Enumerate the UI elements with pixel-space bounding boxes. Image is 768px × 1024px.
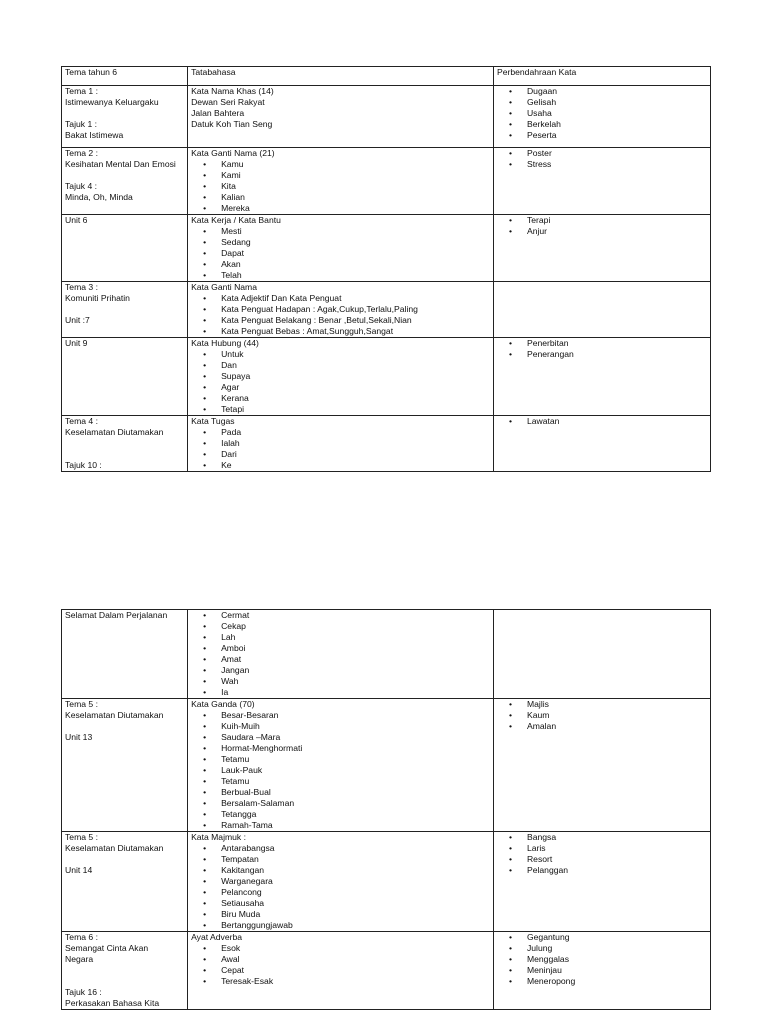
table-row xyxy=(62,148,711,215)
theme-cell xyxy=(62,215,188,282)
list-item: • Laris xyxy=(509,843,707,854)
theme-cell xyxy=(62,699,188,832)
list-item: • Penerangan xyxy=(509,349,707,360)
grammar-text: Kata Tugas xyxy=(191,416,235,426)
list-item: • Lah xyxy=(203,632,490,643)
list-item: • Ramah-Tama xyxy=(203,820,490,831)
theme-cell xyxy=(62,610,188,699)
theme-text: Perkasakan Bahasa Kita xyxy=(65,998,160,1008)
list-item: • Ialah xyxy=(203,438,490,449)
list-item: • Usaha xyxy=(509,108,707,119)
list-item: • Kata Penguat Belakang : Benar ,Betul,Sekali,Nian xyxy=(203,315,490,326)
list-item: • Untuk xyxy=(203,349,490,360)
list-item: • Lawatan xyxy=(509,416,707,427)
list-item: • Awal xyxy=(203,954,490,965)
header-perbendaharaan-kata: Perbendahraan Kata xyxy=(493,67,710,86)
list-item: • Amalan xyxy=(509,721,707,732)
list-item: • Kamu xyxy=(203,159,490,170)
spacer xyxy=(65,170,184,181)
theme-text: Tajuk 10 : xyxy=(65,460,102,470)
theme-text: Semangat Cinta Akan xyxy=(65,943,149,953)
grammar-cell xyxy=(188,932,494,1010)
vocabulary-bullet-list xyxy=(497,932,707,987)
list-item: • Meneropong xyxy=(509,976,707,987)
theme-cell xyxy=(62,416,188,472)
grammar-cell xyxy=(188,610,494,699)
list-item: • Wah xyxy=(203,676,490,687)
list-item: • Dugaan xyxy=(509,86,707,97)
theme-text: Unit 9 xyxy=(65,338,88,348)
list-item: • Meninjau xyxy=(509,965,707,976)
grammar-bullet-list xyxy=(191,610,490,698)
theme-cell xyxy=(62,86,188,148)
grammar-text: Kata Ganda (70) xyxy=(191,699,255,709)
list-item: • Amboi xyxy=(203,643,490,654)
vocabulary-bullet-list xyxy=(497,832,707,876)
vocabulary-bullet-list xyxy=(497,148,707,170)
list-item: • Gelisah xyxy=(509,97,707,108)
list-item: • Saudara –Mara xyxy=(203,732,490,743)
list-item: • Julung xyxy=(509,943,707,954)
list-item: • Penerbitan xyxy=(509,338,707,349)
theme-text: Kesihatan Mental Dan Emosi xyxy=(65,159,176,169)
vocabulary-cell xyxy=(493,148,710,215)
list-item: • Kaum xyxy=(509,710,707,721)
table-row xyxy=(62,86,711,148)
spacer xyxy=(65,854,184,865)
list-item: • Pada xyxy=(203,427,490,438)
theme-text: Komuniti Prihatin xyxy=(65,293,130,303)
list-item: • Bersalam-Salaman xyxy=(203,798,490,809)
list-item: • Akan xyxy=(203,259,490,270)
vocabulary-cell xyxy=(493,932,710,1010)
vocabulary-cell xyxy=(493,338,710,416)
list-item: • Kuih-Muih xyxy=(203,721,490,732)
grammar-cell xyxy=(188,416,494,472)
theme-text: Keselamatan Diutamakan xyxy=(65,427,164,437)
grammar-cell xyxy=(188,338,494,416)
theme-text: Tema 2 : xyxy=(65,148,98,158)
list-item: • Supaya xyxy=(203,371,490,382)
vocabulary-cell xyxy=(493,699,710,832)
list-item: • Kata Penguat Bebas : Amat,Sungguh,Sangat xyxy=(203,326,490,337)
table-row xyxy=(62,282,711,338)
list-item: • Sedang xyxy=(203,237,490,248)
theme-cell xyxy=(62,282,188,338)
list-item: • Mesti xyxy=(203,226,490,237)
grammar-cell xyxy=(188,215,494,282)
theme-cell xyxy=(62,932,188,1010)
list-item: • Teresak-Esak xyxy=(203,976,490,987)
list-item: • Kerana xyxy=(203,393,490,404)
theme-text: Selamat Dalam Perjalanan xyxy=(65,610,168,620)
theme-text: Tema 5 : xyxy=(65,699,98,709)
list-item: • Mereka xyxy=(203,203,490,214)
list-item: • Gegantung xyxy=(509,932,707,943)
theme-text: Unit 6 xyxy=(65,215,88,225)
vocabulary-bullet-list xyxy=(497,338,707,360)
list-item: • Tempatan xyxy=(203,854,490,865)
theme-text: Tajuk 1 : xyxy=(65,119,98,129)
theme-text: Unit 14 xyxy=(65,865,93,875)
vocabulary-bullet-list xyxy=(497,416,707,427)
list-item: • Dapat xyxy=(203,248,490,259)
grammar-bullet-list xyxy=(191,943,490,987)
list-item: • Menggalas xyxy=(509,954,707,965)
list-item: • Ke xyxy=(203,460,490,471)
grammar-text: Kata Ganti Nama (21) xyxy=(191,148,275,158)
list-item: • Esok xyxy=(203,943,490,954)
grammar-cell xyxy=(188,86,494,148)
list-item: • Anjur xyxy=(509,226,707,237)
list-item: • Berbual-Bual xyxy=(203,787,490,798)
list-item: • Hormat-Menghormati xyxy=(203,743,490,754)
table-row xyxy=(62,610,711,699)
theme-text: Tajuk 16 : xyxy=(65,987,102,997)
table-header-row xyxy=(62,67,711,86)
list-item: • Terapi xyxy=(509,215,707,226)
list-item: • Kakitangan xyxy=(203,865,490,876)
list-item: • Kami xyxy=(203,170,490,181)
theme-text: Unit :7 xyxy=(65,315,90,325)
vocabulary-bullet-list xyxy=(497,699,707,732)
theme-text: Istimewanya Keluargaku xyxy=(65,97,159,107)
grammar-bullet-list xyxy=(191,843,490,931)
list-item: • Kalian xyxy=(203,192,490,203)
list-item: • Agar xyxy=(203,382,490,393)
theme-text: Tema 4 : xyxy=(65,416,98,426)
grammar-text: Kata Nama Khas (14) xyxy=(191,86,274,96)
grammar-text: Datuk Koh Tian Seng xyxy=(191,119,273,129)
spacer xyxy=(65,438,184,449)
list-item: • Tetamu xyxy=(203,776,490,787)
grammar-bullet-list xyxy=(191,226,490,281)
vocabulary-bullet-list xyxy=(497,86,707,141)
grammar-bullet-list xyxy=(191,293,490,337)
list-item: • Biru Muda xyxy=(203,909,490,920)
grammar-text: Ayat Adverba xyxy=(191,932,243,942)
list-item: • Majlis xyxy=(509,699,707,710)
list-item: • Pelanggan xyxy=(509,865,707,876)
grammar-text: Kata Majmuk : xyxy=(191,832,247,842)
grammar-bullet-list xyxy=(191,427,490,471)
theme-text: Bakat Istimewa xyxy=(65,130,124,140)
list-item: • Cepat xyxy=(203,965,490,976)
list-item: • Antarabangsa xyxy=(203,843,490,854)
spacer xyxy=(65,449,184,460)
theme-text: Tajuk 4 : xyxy=(65,181,98,191)
table-row xyxy=(62,932,711,1010)
list-item: • Cermat xyxy=(203,610,490,621)
grammar-text: Dewan Seri Rakyat xyxy=(191,97,265,107)
syllabus-table-page1 xyxy=(61,66,711,472)
list-item: • Dan xyxy=(203,360,490,371)
theme-cell xyxy=(62,338,188,416)
table-row xyxy=(62,699,711,832)
grammar-text: Kata Ganti Nama xyxy=(191,282,257,292)
theme-text: Tema 5 : xyxy=(65,832,98,842)
list-item: • Dari xyxy=(203,449,490,460)
list-item: • Bertanggungjawab xyxy=(203,920,490,931)
vocabulary-cell xyxy=(493,610,710,699)
list-item: • Peserta xyxy=(509,130,707,141)
vocabulary-cell xyxy=(493,86,710,148)
list-item: • Jangan xyxy=(203,665,490,676)
theme-text: Minda, Oh, Minda xyxy=(65,192,133,202)
list-item: • Tetapi xyxy=(203,404,490,415)
spacer xyxy=(65,108,184,119)
list-item: • Ia xyxy=(203,687,490,698)
table-row xyxy=(62,215,711,282)
list-item: • Bangsa xyxy=(509,832,707,843)
list-item: • Tetamu xyxy=(203,754,490,765)
list-item: • Pelancong xyxy=(203,887,490,898)
theme-text: Tema 6 : xyxy=(65,932,98,942)
list-item: • Kata Penguat Hadapan : Agak,Cukup,Terlalu,Paling xyxy=(203,304,490,315)
grammar-text: Kata Hubung (44) xyxy=(191,338,259,348)
spacer xyxy=(65,965,184,976)
theme-text: Keselamatan Diutamakan xyxy=(65,843,164,853)
theme-text: Tema 3 : xyxy=(65,282,98,292)
grammar-bullet-list xyxy=(191,159,490,214)
theme-text: Keselamatan Diutamakan xyxy=(65,710,164,720)
syllabus-table-page2 xyxy=(61,609,711,1010)
list-item: • Amat xyxy=(203,654,490,665)
spacer xyxy=(65,304,184,315)
vocabulary-cell xyxy=(493,282,710,338)
spacer xyxy=(65,976,184,987)
vocabulary-cell xyxy=(493,416,710,472)
theme-cell xyxy=(62,832,188,932)
list-item: • Tetangga xyxy=(203,809,490,820)
header-tatabahasa: Tatabahasa xyxy=(188,67,494,86)
theme-text: Unit 13 xyxy=(65,732,93,742)
grammar-cell xyxy=(188,699,494,832)
list-item: • Lauk-Pauk xyxy=(203,765,490,776)
grammar-text: Jalan Bahtera xyxy=(191,108,245,118)
table-row xyxy=(62,832,711,932)
vocabulary-cell xyxy=(493,832,710,932)
theme-cell xyxy=(62,148,188,215)
grammar-bullet-list xyxy=(191,710,490,831)
list-item: • Poster xyxy=(509,148,707,159)
list-item: • Telah xyxy=(203,270,490,281)
list-item: • Kita xyxy=(203,181,490,192)
grammar-cell xyxy=(188,282,494,338)
grammar-bullet-list xyxy=(191,349,490,415)
table-row xyxy=(62,416,711,472)
list-item: • Kata Adjektif Dan Kata Penguat xyxy=(203,293,490,304)
grammar-text: Kata Kerja / Kata Bantu xyxy=(191,215,281,225)
table-row xyxy=(62,338,711,416)
spacer xyxy=(65,721,184,732)
header-tema: Tema tahun 6 xyxy=(62,67,188,86)
theme-text: Tema 1 : xyxy=(65,86,98,96)
grammar-cell xyxy=(188,148,494,215)
vocabulary-cell xyxy=(493,215,710,282)
vocabulary-bullet-list xyxy=(497,215,707,237)
list-item: • Resort xyxy=(509,854,707,865)
theme-text: Negara xyxy=(65,954,94,964)
list-item: • Besar-Besaran xyxy=(203,710,490,721)
list-item: • Cekap xyxy=(203,621,490,632)
list-item: • Setiausaha xyxy=(203,898,490,909)
list-item: • Warganegara xyxy=(203,876,490,887)
grammar-cell xyxy=(188,832,494,932)
list-item: • Berkelah xyxy=(509,119,707,130)
list-item: • Stress xyxy=(509,159,707,170)
